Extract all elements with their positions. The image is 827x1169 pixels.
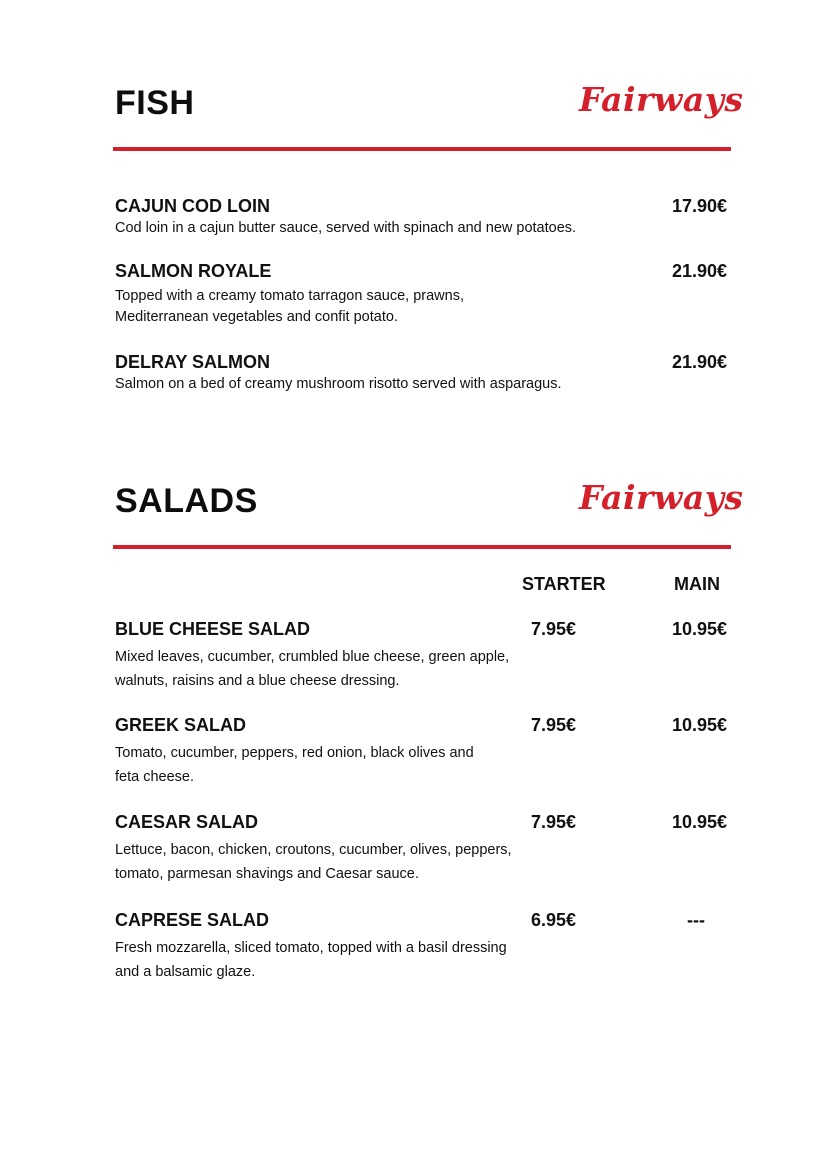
- fish-divider: [113, 147, 731, 151]
- item-description: Topped with a creamy tomato tarragon sauce, prawns, Mediterranean vegetables and confit potato.: [115, 288, 464, 325]
- main-price: 10.95€: [671, 715, 727, 735]
- menu-item-cajun-cod-loin: [115, 196, 727, 238]
- item-description: Mixed leaves, cucumber, crumbled blue cheese, green apple, walnuts, raisins and a blue cheese dressing.: [115, 649, 510, 689]
- menu-item-blue-cheese-salad: [115, 619, 727, 693]
- fish-section-title: FISH: [115, 84, 195, 122]
- menu-item-greek-salad: [115, 715, 727, 789]
- starter-price: 7.95€: [531, 619, 577, 639]
- item-name: CAPRESE SALAD: [115, 910, 270, 930]
- salads-section-title: SALADS: [115, 482, 258, 520]
- item-price: 21.90€: [671, 352, 727, 372]
- item-price: 17.90€: [671, 196, 727, 216]
- fairways-logo: Fairways: [579, 478, 744, 517]
- item-name: BLUE CHEESE SALAD: [115, 619, 311, 639]
- menu-item-delray-salmon: [115, 352, 727, 394]
- item-name: GREEK SALAD: [115, 715, 247, 735]
- starter-column-header: STARTER: [522, 574, 606, 594]
- item-description: Lettuce, bacon, chicken, croutons, cucumber, olives, peppers, tomato, parmesan shavings and Caesar sauce.: [115, 842, 512, 882]
- menu-item-salmon-royale: [115, 261, 727, 328]
- item-name: SALMON ROYALE: [115, 261, 272, 281]
- starter-price: 7.95€: [531, 715, 577, 735]
- item-name: CAESAR SALAD: [115, 812, 259, 832]
- menu-item-caesar-salad: [115, 812, 727, 886]
- item-description: Fresh mozzarella, sliced tomato, topped with a basil dressing and a balsamic glaze.: [115, 940, 507, 980]
- salads-divider: [113, 545, 731, 549]
- item-description: Tomato, cucumber, peppers, red onion, black olives and feta cheese.: [115, 745, 474, 785]
- starter-price: 6.95€: [531, 910, 577, 930]
- menu-item-caprese-salad: [115, 910, 727, 984]
- main-price: 10.95€: [671, 812, 727, 832]
- item-name: CAJUN COD LOIN: [115, 196, 271, 216]
- main-price: 10.95€: [671, 619, 727, 639]
- item-name: DELRAY SALMON: [115, 352, 271, 372]
- item-description: Salmon on a bed of creamy mushroom risotto served with asparagus.: [115, 376, 562, 392]
- item-price: 21.90€: [671, 261, 727, 281]
- fairways-logo: Fairways: [579, 80, 744, 119]
- item-description: Cod loin in a cajun butter sauce, served with spinach and new potatoes.: [115, 220, 577, 236]
- starter-price: 7.95€: [531, 812, 577, 832]
- main-price: ---: [687, 910, 705, 930]
- main-column-header: MAIN: [674, 574, 720, 594]
